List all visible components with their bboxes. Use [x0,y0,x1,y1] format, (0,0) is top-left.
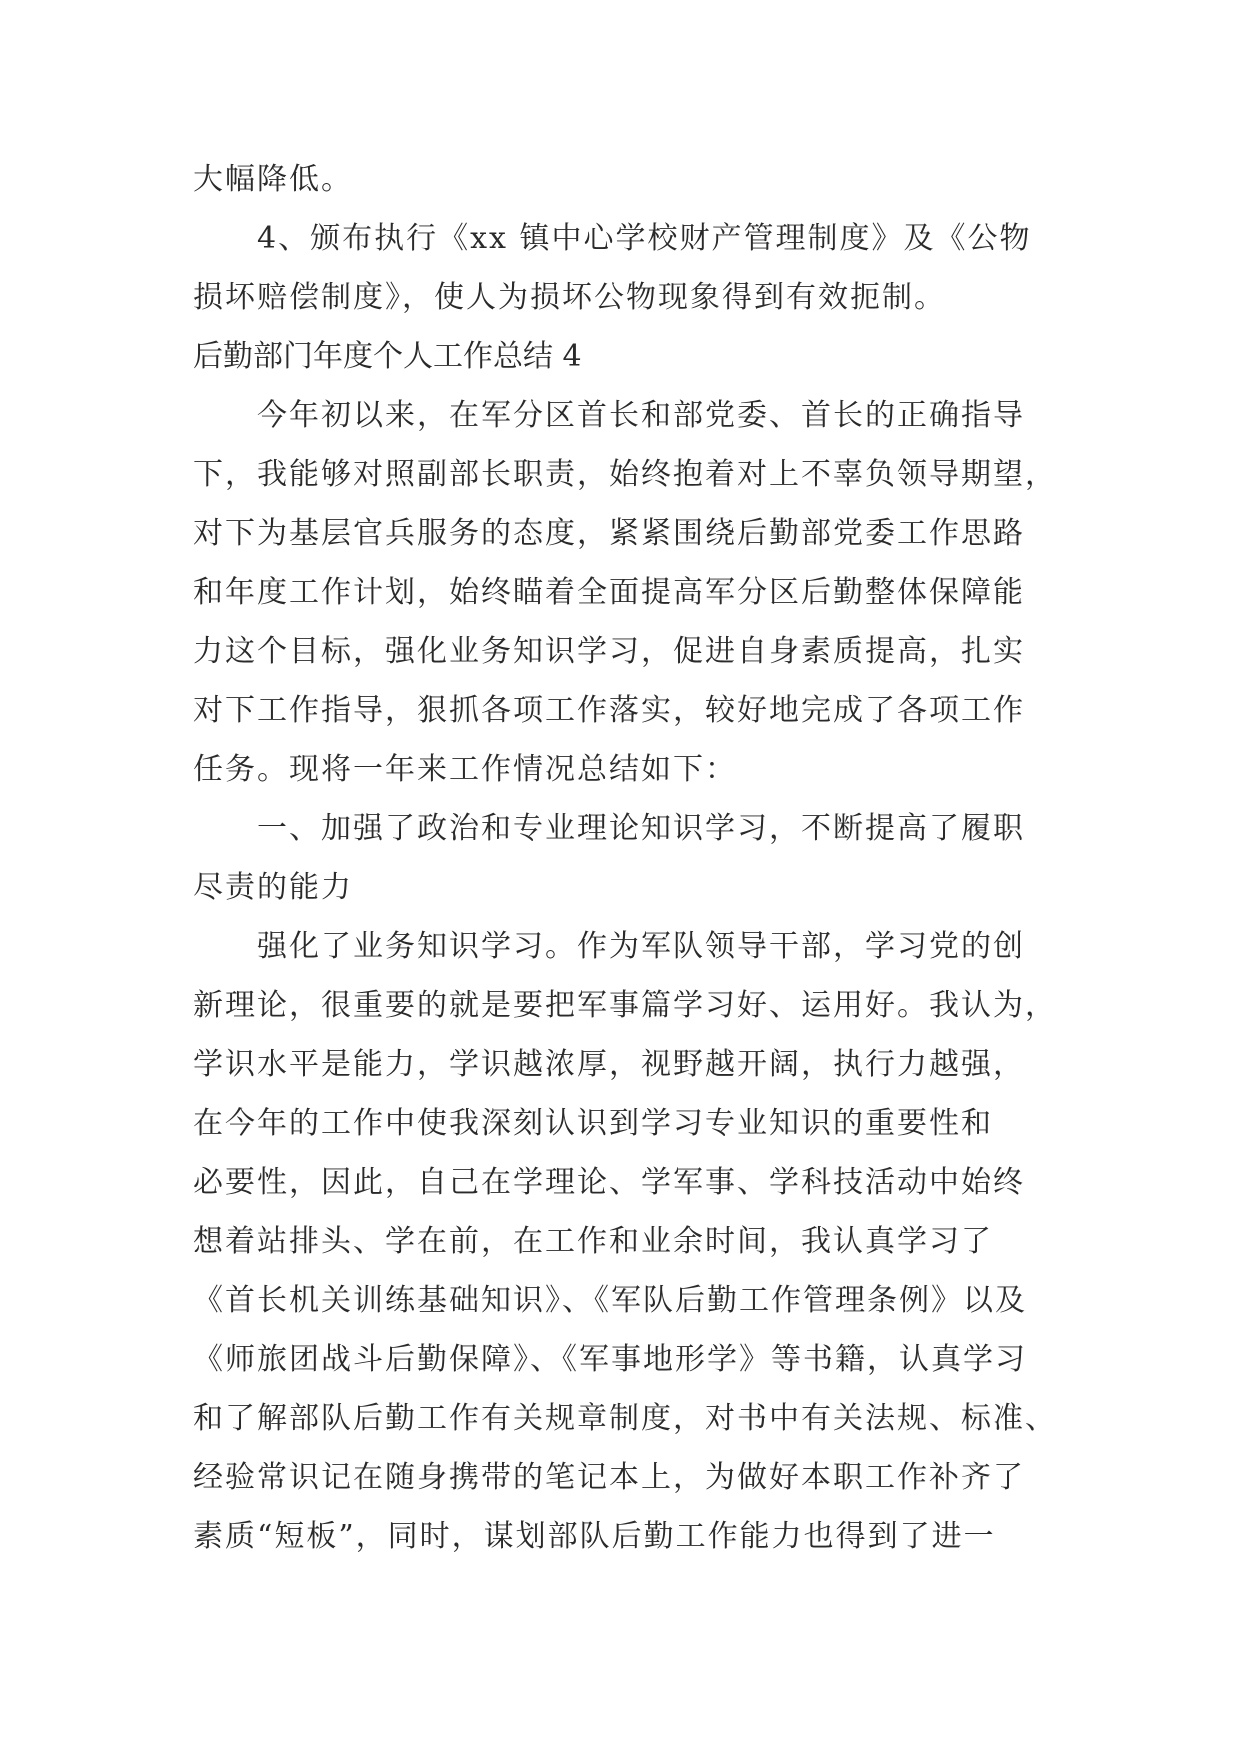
text-line: 损坏赔偿制度》，使人为损坏公物现象得到有效扼制。 [193,280,946,315]
text-line: 力这个目标，强化业务知识学习，促进自身素质提高，扎实 [193,634,1025,669]
text-line: 想着站排头、学在前，在工作和业余时间，我认真学习了 [193,1224,993,1259]
text-line: 下，我能够对照副部长职责，始终抱着对上不辜负领导期望， [193,457,1057,492]
text-line: 对下为基层官兵服务的态度，紧紧围绕后勤部党委工作思路 [193,516,1025,551]
text-line: 《师旅团战斗后勤保障》、《军事地形学》等书籍，认真学习 [193,1342,1027,1377]
text-line: 任务。现将一年来工作情况总结如下： [193,752,737,787]
section-heading: 后勤部门年度个人工作总结 4 [193,339,582,374]
text-line: 素质“短板”，同时，谋划部队后勤工作能力也得到了进一 [193,1519,996,1554]
text-line: 经验常识记在随身携带的笔记本上，为做好本职工作补齐了 [193,1460,1025,1495]
text-line: 强化了业务知识学习。作为军队领导干部，学习党的创 [257,929,1025,964]
text-line: 新理论，很重要的就是要把军事篇学习好、运用好。我认为， [193,988,1057,1023]
text-line: 《首长机关训练基础知识》、《军队后勤工作管理条例》以及 [193,1283,1027,1318]
text-line: 大幅降低。 [193,162,353,197]
text-line: 今年初以来，在军分区首长和部党委、首长的正确指导 [257,398,1025,433]
text-line: 对下工作指导，狠抓各项工作落实，较好地完成了各项工作 [193,693,1025,728]
text-line: 4、颁布执行《xx 镇中心学校财产管理制度》及《公物 [257,221,1032,256]
subheading-line: 尽责的能力 [193,870,353,905]
text-line: 和了解部队后勤工作有关规章制度，对书中有关法规、标准、 [193,1401,1057,1436]
text-line: 必要性，因此，自己在学理论、学军事、学科技活动中始终 [193,1165,1025,1200]
text-line: 在今年的工作中使我深刻认识到学习专业知识的重要性和 [193,1106,993,1141]
subheading-line: 一、加强了政治和专业理论知识学习，不断提高了履职 [257,811,1025,846]
text-line: 学识水平是能力，学识越浓厚，视野越开阔，执行力越强， [193,1047,1025,1082]
document-body [193,150,1063,1566]
text-line: 和年度工作计划，始终瞄着全面提高军分区后勤整体保障能 [193,575,1025,610]
